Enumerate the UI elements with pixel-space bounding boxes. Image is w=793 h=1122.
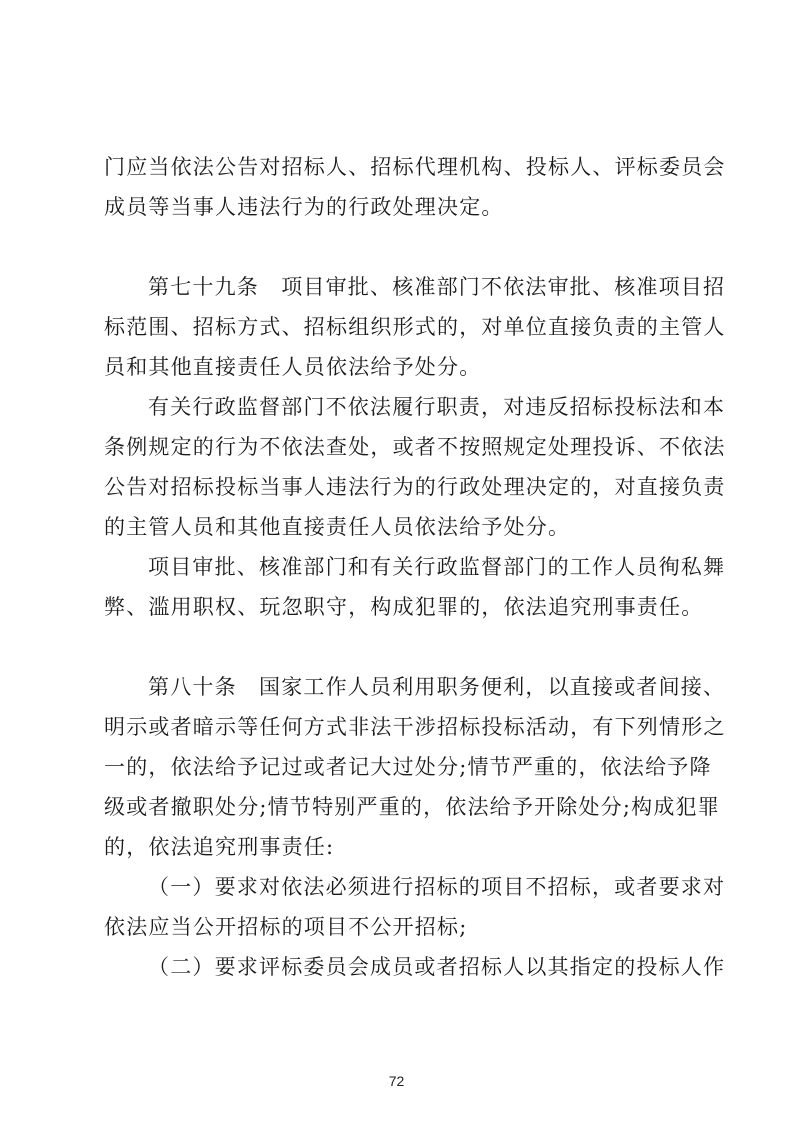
body-text-line: 成员等当事人违法行为的行政处理决定。 <box>104 195 504 219</box>
list-item-1-line: （一）要求对依法必须进行招标的项目不招标，或者要求对 <box>148 875 726 899</box>
body-text-line: 的，依法追究刑事责任: <box>104 835 335 859</box>
article-79-heading-line: 第七十九条 项目审批、核准部门不依法审批、核准项目招 <box>148 275 726 299</box>
body-text-line: 一的，依法给予记过或者记大过处分;情节严重的，依法给予降 <box>104 755 712 779</box>
body-text-line: 明示或者暗示等任何方式非法干涉招标投标活动，有下列情形之 <box>104 715 726 739</box>
list-item-2-line: （二）要求评标委员会成员或者招标人以其指定的投标人作 <box>148 955 726 979</box>
body-text-line: 门应当依法公告对招标人、招标代理机构、投标人、评标委员会 <box>104 155 726 179</box>
body-text-line: 公告对招标投标当事人违法行为的行政处理决定的，对直接负责 <box>104 475 726 499</box>
body-text-line: 标范围、招标方式、招标组织形式的，对单位直接负责的主管人 <box>104 315 726 339</box>
page-number: 72 <box>388 1073 405 1089</box>
paragraph-start-line: 有关行政监督部门不依法履行职责，对违反招标投标法和本 <box>148 395 726 419</box>
body-text-line: 弊、滥用职权、玩忽职守，构成犯罪的，依法追究刑事责任。 <box>104 595 704 619</box>
paragraph-start-line: 项目审批、核准部门和有关行政监督部门的工作人员徇私舞 <box>148 555 726 579</box>
body-text-line: 的主管人员和其他直接责任人员依法给予处分。 <box>104 515 571 539</box>
body-text-line: 依法应当公开招标的项目不公开招标; <box>104 915 468 939</box>
body-text-line: 员和其他直接责任人员依法给予处分。 <box>104 355 482 379</box>
body-text-line: 条例规定的行为不依法查处，或者不按照规定处理投诉、不依法 <box>104 435 726 459</box>
article-80-heading-line: 第八十条 国家工作人员利用职务便利，以直接或者间接、 <box>148 675 726 699</box>
body-text-line: 级或者撤职处分;情节特别严重的，依法给予开除处分;构成犯罪 <box>104 795 720 819</box>
